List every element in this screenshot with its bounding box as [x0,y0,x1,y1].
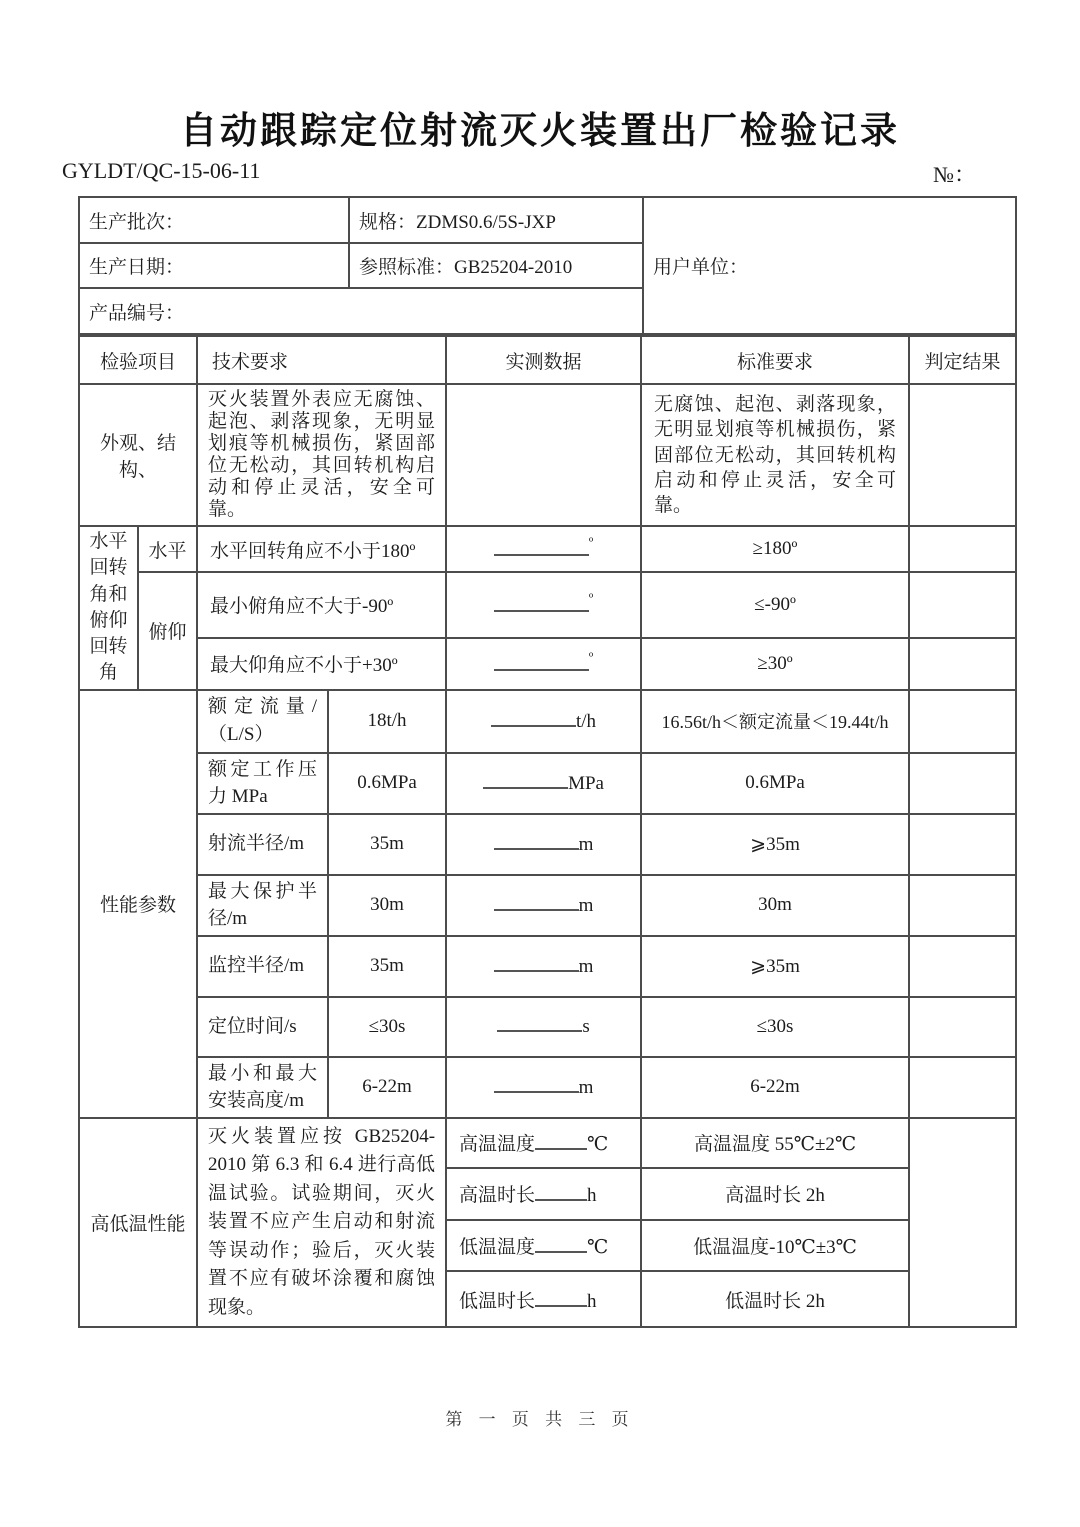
performance-row-3 [79,875,1016,936]
unit-label: m [578,894,594,916]
appearance-tech: 灭火装置外表应无腐蚀、起泡、剥落现象，无明显划痕等机械损伤，紧固部位无松动，其回转机构启动和停止灵活，安全可靠。 [197,384,446,526]
performance-row-4 [79,936,1016,997]
date-label-cell [79,243,349,288]
serial-number-label: №： [933,162,976,187]
rotation-verdict-1 [909,572,1016,637]
perf-standard-6: 6-22m [641,1057,909,1118]
fill-blank-line [494,894,579,911]
perf-verdict-3 [909,875,1016,936]
perf-verdict-4 [909,936,1016,997]
rotation-verdict-0 [909,526,1016,572]
temperature-row-0 [79,1118,1016,1168]
unit-label: h [587,1290,597,1312]
temperature-verdict-cell [909,1118,1016,1328]
perf-value-0: 18t/h [328,690,446,753]
perf-value-1: 0.6MPa [328,753,446,814]
degree-unit: º [588,650,594,666]
performance-row-2 [79,814,1016,875]
perf-verdict-1 [909,753,1016,814]
temp-measured-1 [446,1168,641,1221]
page-title: 自动跟踪定位射流灭火装置出厂检验记录 [180,111,900,152]
spec-label: 规格： [359,211,417,233]
perf-value-2: 35m [328,814,446,875]
temperature-item: 高低温性能 [79,1118,197,1328]
unit-label: m [578,1076,594,1098]
unit-label: m [578,833,594,855]
appearance-item: 外观、结构、 [79,384,197,526]
rotation-tech-1: 最小俯角应不大于-90º [197,572,446,637]
perf-standard-4: ⩾35m [641,936,909,997]
fill-blank-line [494,833,579,850]
performance-row-6 [79,1057,1016,1118]
rotation-tech-2: 最大仰角应不小于+30º [197,638,446,690]
perf-name-1: 额定工作压力 MPa [197,753,328,814]
perf-measured-1 [446,753,641,814]
document-code-line [62,158,1014,188]
appearance-measured-cell [446,384,641,526]
fill-blank-line [494,654,589,671]
temp-standard-3: 低温时长 2h [641,1271,909,1327]
rotation-pitch-row-2 [79,638,1016,690]
info-table [78,196,1017,335]
header-verdict: 判定结果 [909,336,1016,384]
perf-name-4: 监控半径/m [197,936,328,997]
fill-blank-line [535,1133,587,1150]
spec-cell [349,197,643,243]
unit-label: ℃ [587,1237,609,1259]
fill-blank-line [494,595,589,612]
measured-label: 高温时长 [459,1185,536,1207]
table-header-row [79,336,1016,384]
temp-measured-3 [446,1271,641,1327]
temp-measured-2 [446,1220,641,1271]
batch-label-cell [79,197,349,243]
perf-verdict-6 [909,1057,1016,1118]
standard-ref-value: GB25204-2010 [454,257,573,278]
fill-blank-line [497,1015,582,1032]
rotation-sub-horizontal: 水平 [138,526,197,572]
fill-blank-line [494,1076,579,1093]
rotation-standard-2: ≥30º [641,638,909,690]
doc-code: GYLDT/QC-15-06-11 [62,158,261,183]
rotation-sub-pitch: 俯仰 [138,572,197,689]
fill-blank-line [535,1236,587,1253]
temp-measured-0 [446,1118,641,1168]
measured-label: 低温时长 [459,1290,536,1312]
unit-label: s [582,1016,590,1038]
fill-blank-line [535,1184,587,1201]
header-item: 检验项目 [79,336,197,384]
perf-standard-3: 30m [641,875,909,936]
rotation-measured-0 [446,526,641,572]
performance-row-1 [79,753,1016,814]
temp-standard-1: 高温时长 2h [641,1168,909,1221]
perf-value-5: ≤30s [328,997,446,1057]
product-no-label: 产品编号： [89,302,185,324]
perf-measured-5 [446,997,641,1057]
header-standard: 标准要求 [641,336,909,384]
unit-label: MPa [568,772,604,794]
rotation-item: 水平回转角和俯仰回转角 [79,526,138,689]
perf-value-4: 35m [328,936,446,997]
perf-verdict-0 [909,690,1016,753]
appearance-row [79,384,1016,526]
appearance-verdict-cell [909,384,1016,526]
perf-name-2: 射流半径/m [197,814,328,875]
temp-standard-0: 高温温度 55℃±2℃ [641,1118,909,1168]
perf-verdict-5 [909,997,1016,1057]
header-measured: 实测数据 [446,336,641,384]
customer-cell [643,197,1016,334]
rotation-pitch-row-1 [79,572,1016,637]
perf-standard-2: ⩾35m [641,814,909,875]
temp-standard-2: 低温温度-10℃±3℃ [641,1220,909,1271]
rotation-horizontal-row [79,526,1016,572]
batch-label: 生产批次： [89,211,185,233]
performance-item: 性能参数 [79,690,197,1118]
rotation-standard-1: ≤-90º [641,572,909,637]
rotation-verdict-2 [909,638,1016,690]
performance-row-0 [79,690,1016,753]
degree-unit: º [588,536,594,552]
performance-row-5 [79,997,1016,1057]
fill-blank-line [494,539,589,556]
rotation-tech-0: 水平回转角应不小于180º [197,526,446,572]
perf-measured-6 [446,1057,641,1118]
unit-label: m [578,955,594,977]
product-no-cell [79,288,643,334]
perf-name-3: 最大保护半径/m [197,875,328,936]
rotation-measured-2 [446,638,641,690]
perf-name-5: 定位时间/s [197,997,328,1057]
rotation-measured-1 [446,572,641,637]
spec-value: ZDMS0.6/5S-JXP [416,211,556,233]
unit-label: ℃ [587,1134,609,1156]
perf-measured-2 [446,814,641,875]
page-number-footer: 第 一 页 共 三 页 [445,1410,635,1429]
standard-ref-label: 参照标准： [359,257,455,278]
measured-label: 低温温度 [459,1237,536,1259]
degree-unit: º [588,591,594,607]
standard-ref-cell [349,243,643,288]
fill-blank-line [535,1290,587,1307]
fill-blank-line [483,772,568,789]
temperature-tech: 灭火装置应按 GB25204-2010 第 6.3 和 6.4 进行高低温试验。试验期间，灭火装置不应产生启动和射流等误动作；验后，灭火装置不应有破坏涂覆和腐蚀现象。 [197,1118,446,1328]
rotation-standard-0: ≥180º [641,526,909,572]
appearance-standard: 无腐蚀、起泡、剥落现象，无明显划痕等机械损伤，紧固部位无松动，其回转机构启动和停止灵活，安全可靠。 [641,384,909,526]
perf-name-6: 最小和最大安装高度/m [197,1057,328,1118]
measured-label: 高温温度 [459,1134,536,1156]
perf-standard-0: 16.56t/h＜额定流量＜19.44t/h [641,690,909,753]
perf-value-6: 6-22m [328,1057,446,1118]
perf-measured-4 [446,936,641,997]
perf-verdict-2 [909,814,1016,875]
perf-name-0: 额定流量/（L/S） [197,690,328,753]
info-row-batch [79,197,1016,243]
fill-blank-line [491,710,576,727]
unit-label: h [587,1185,597,1207]
customer-label: 用户单位： [653,257,749,278]
fill-blank-line [494,955,579,972]
perf-measured-3 [446,875,641,936]
perf-value-3: 30m [328,875,446,936]
date-label: 生产日期： [89,257,185,278]
inspection-table [78,335,1017,1328]
perf-measured-0 [446,690,641,753]
perf-standard-5: ≤30s [641,997,909,1057]
perf-standard-1: 0.6MPa [641,753,909,814]
unit-label: t/h [576,710,597,732]
header-tech: 技术要求 [197,336,446,384]
